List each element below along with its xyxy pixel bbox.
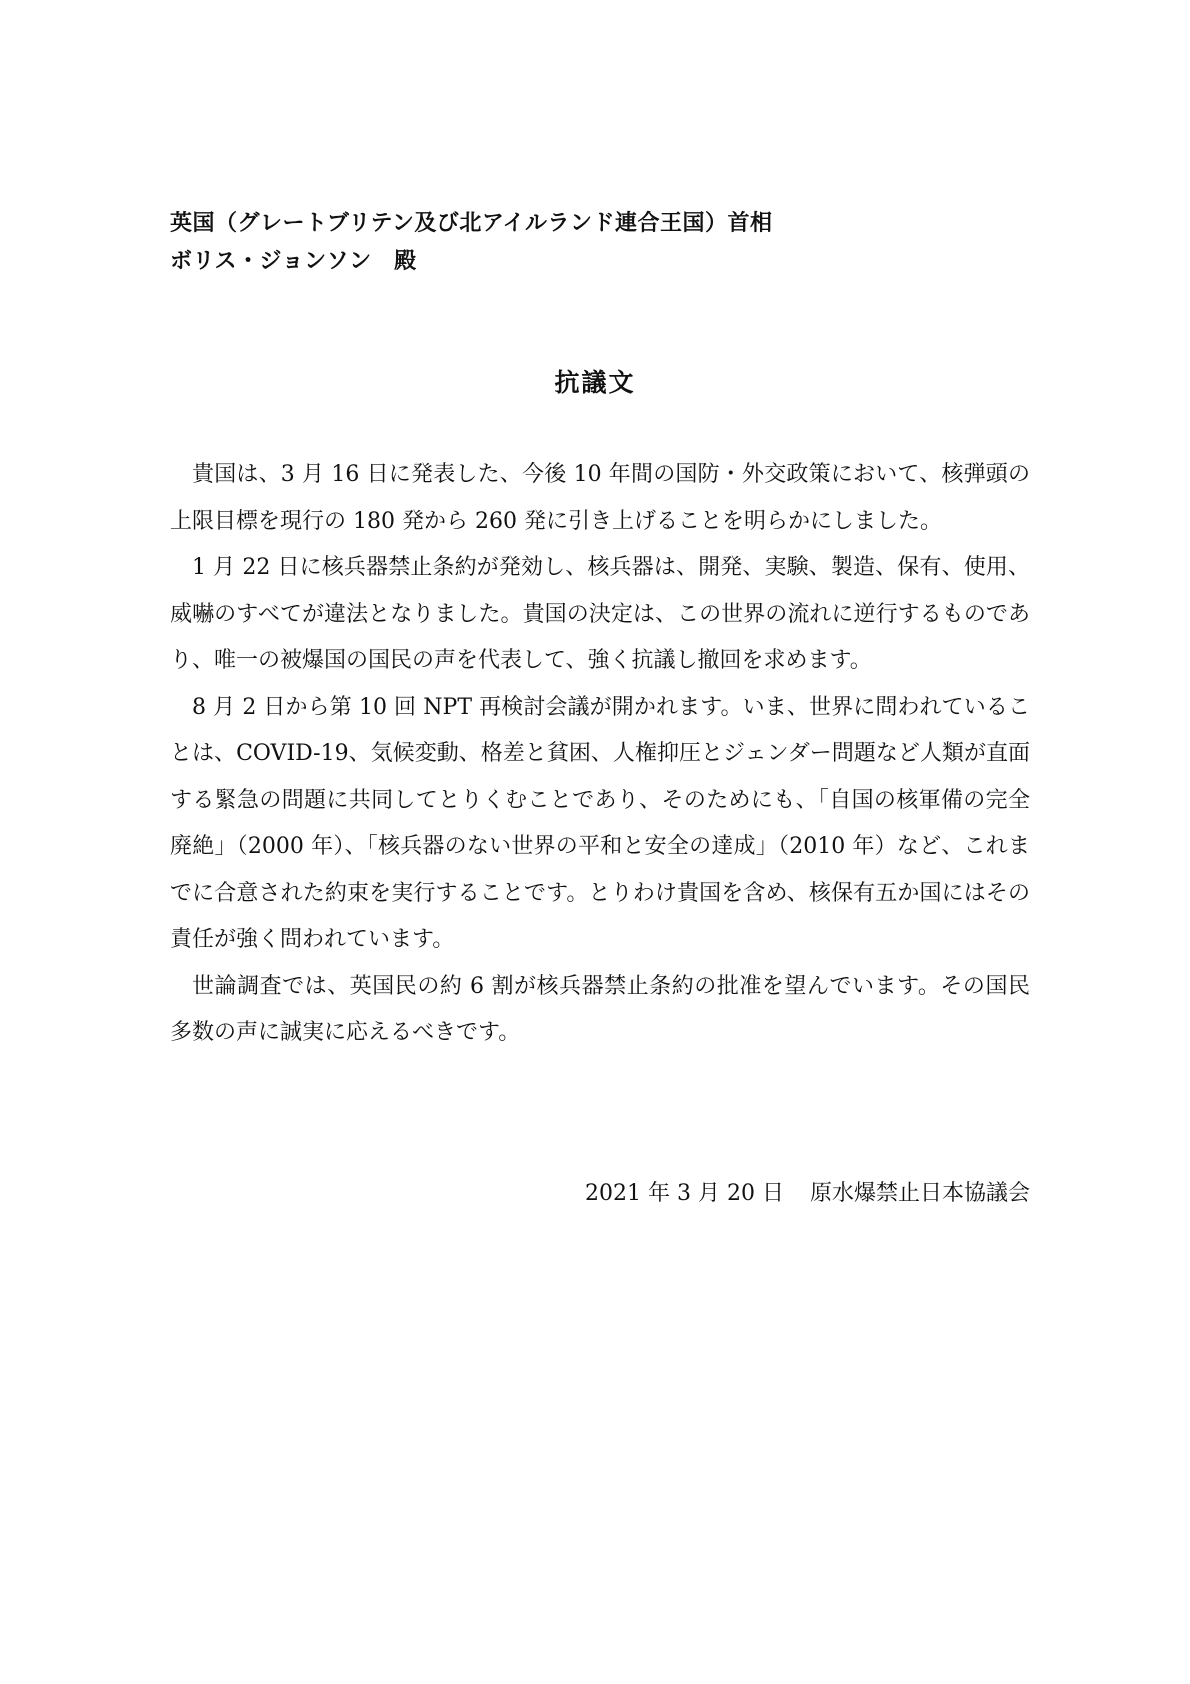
body-paragraph: 1 月 22 日に核兵器禁止条約が発効し、核兵器は、開発、実験、製造、保有、使用、威嚇のすべてが違法となりました。貴国の決定は、この世界の流れに逆行するものであり、唯一の被爆国の国民の声を代表して、強く抗議し撤回を求めます。 [170, 555, 1030, 673]
signature-date: 2021 年 3 月 20 日 [585, 1181, 784, 1206]
letter-body [170, 452, 1030, 1057]
body-paragraph: 貴国は、3 月 16 日に発表した、今後 10 年間の国防・外交政策において、核弾頭の上限目標を現行の 180 発から 260 発に引き上げることを明らかにしました。 [170, 462, 1030, 534]
document-title: 抗議文 [554, 368, 636, 397]
addressee-block [170, 205, 772, 281]
signature-line [585, 1176, 1030, 1212]
body-paragraph: 8 月 2 日から第 10 回 NPT 再検討会議が開かれます。いま、世界に問われていることは、COVID-19、気候変動、格差と貧困、人権抑圧とジェンダー問題など人類が直面する緊急の問題に共同してとりくむことであり、そのためにも、「自国の核軍備の完全廃絶」（2000 年）、「核兵器のない世界の平和と安全の達成」（2010 年）など、これまでに合意された約束を実行することです。とりわけ貴国を含め、核保有五か国にはその責任が強く問われています。 [170, 694, 1030, 952]
addressee-name: ボリス・ジョンソン 殿 [170, 249, 417, 274]
addressee-title: 英国（グレートブリテン及び北アイルランド連合王国）首相 [170, 211, 773, 236]
body-paragraph: 世論調査では、英国民の約 6 割が核兵器禁止条約の批准を望んでいます。その国民多数の声に誠実に応えるべきです。 [170, 973, 1030, 1045]
signature-organization: 原水爆禁止日本協議会 [809, 1181, 1030, 1206]
